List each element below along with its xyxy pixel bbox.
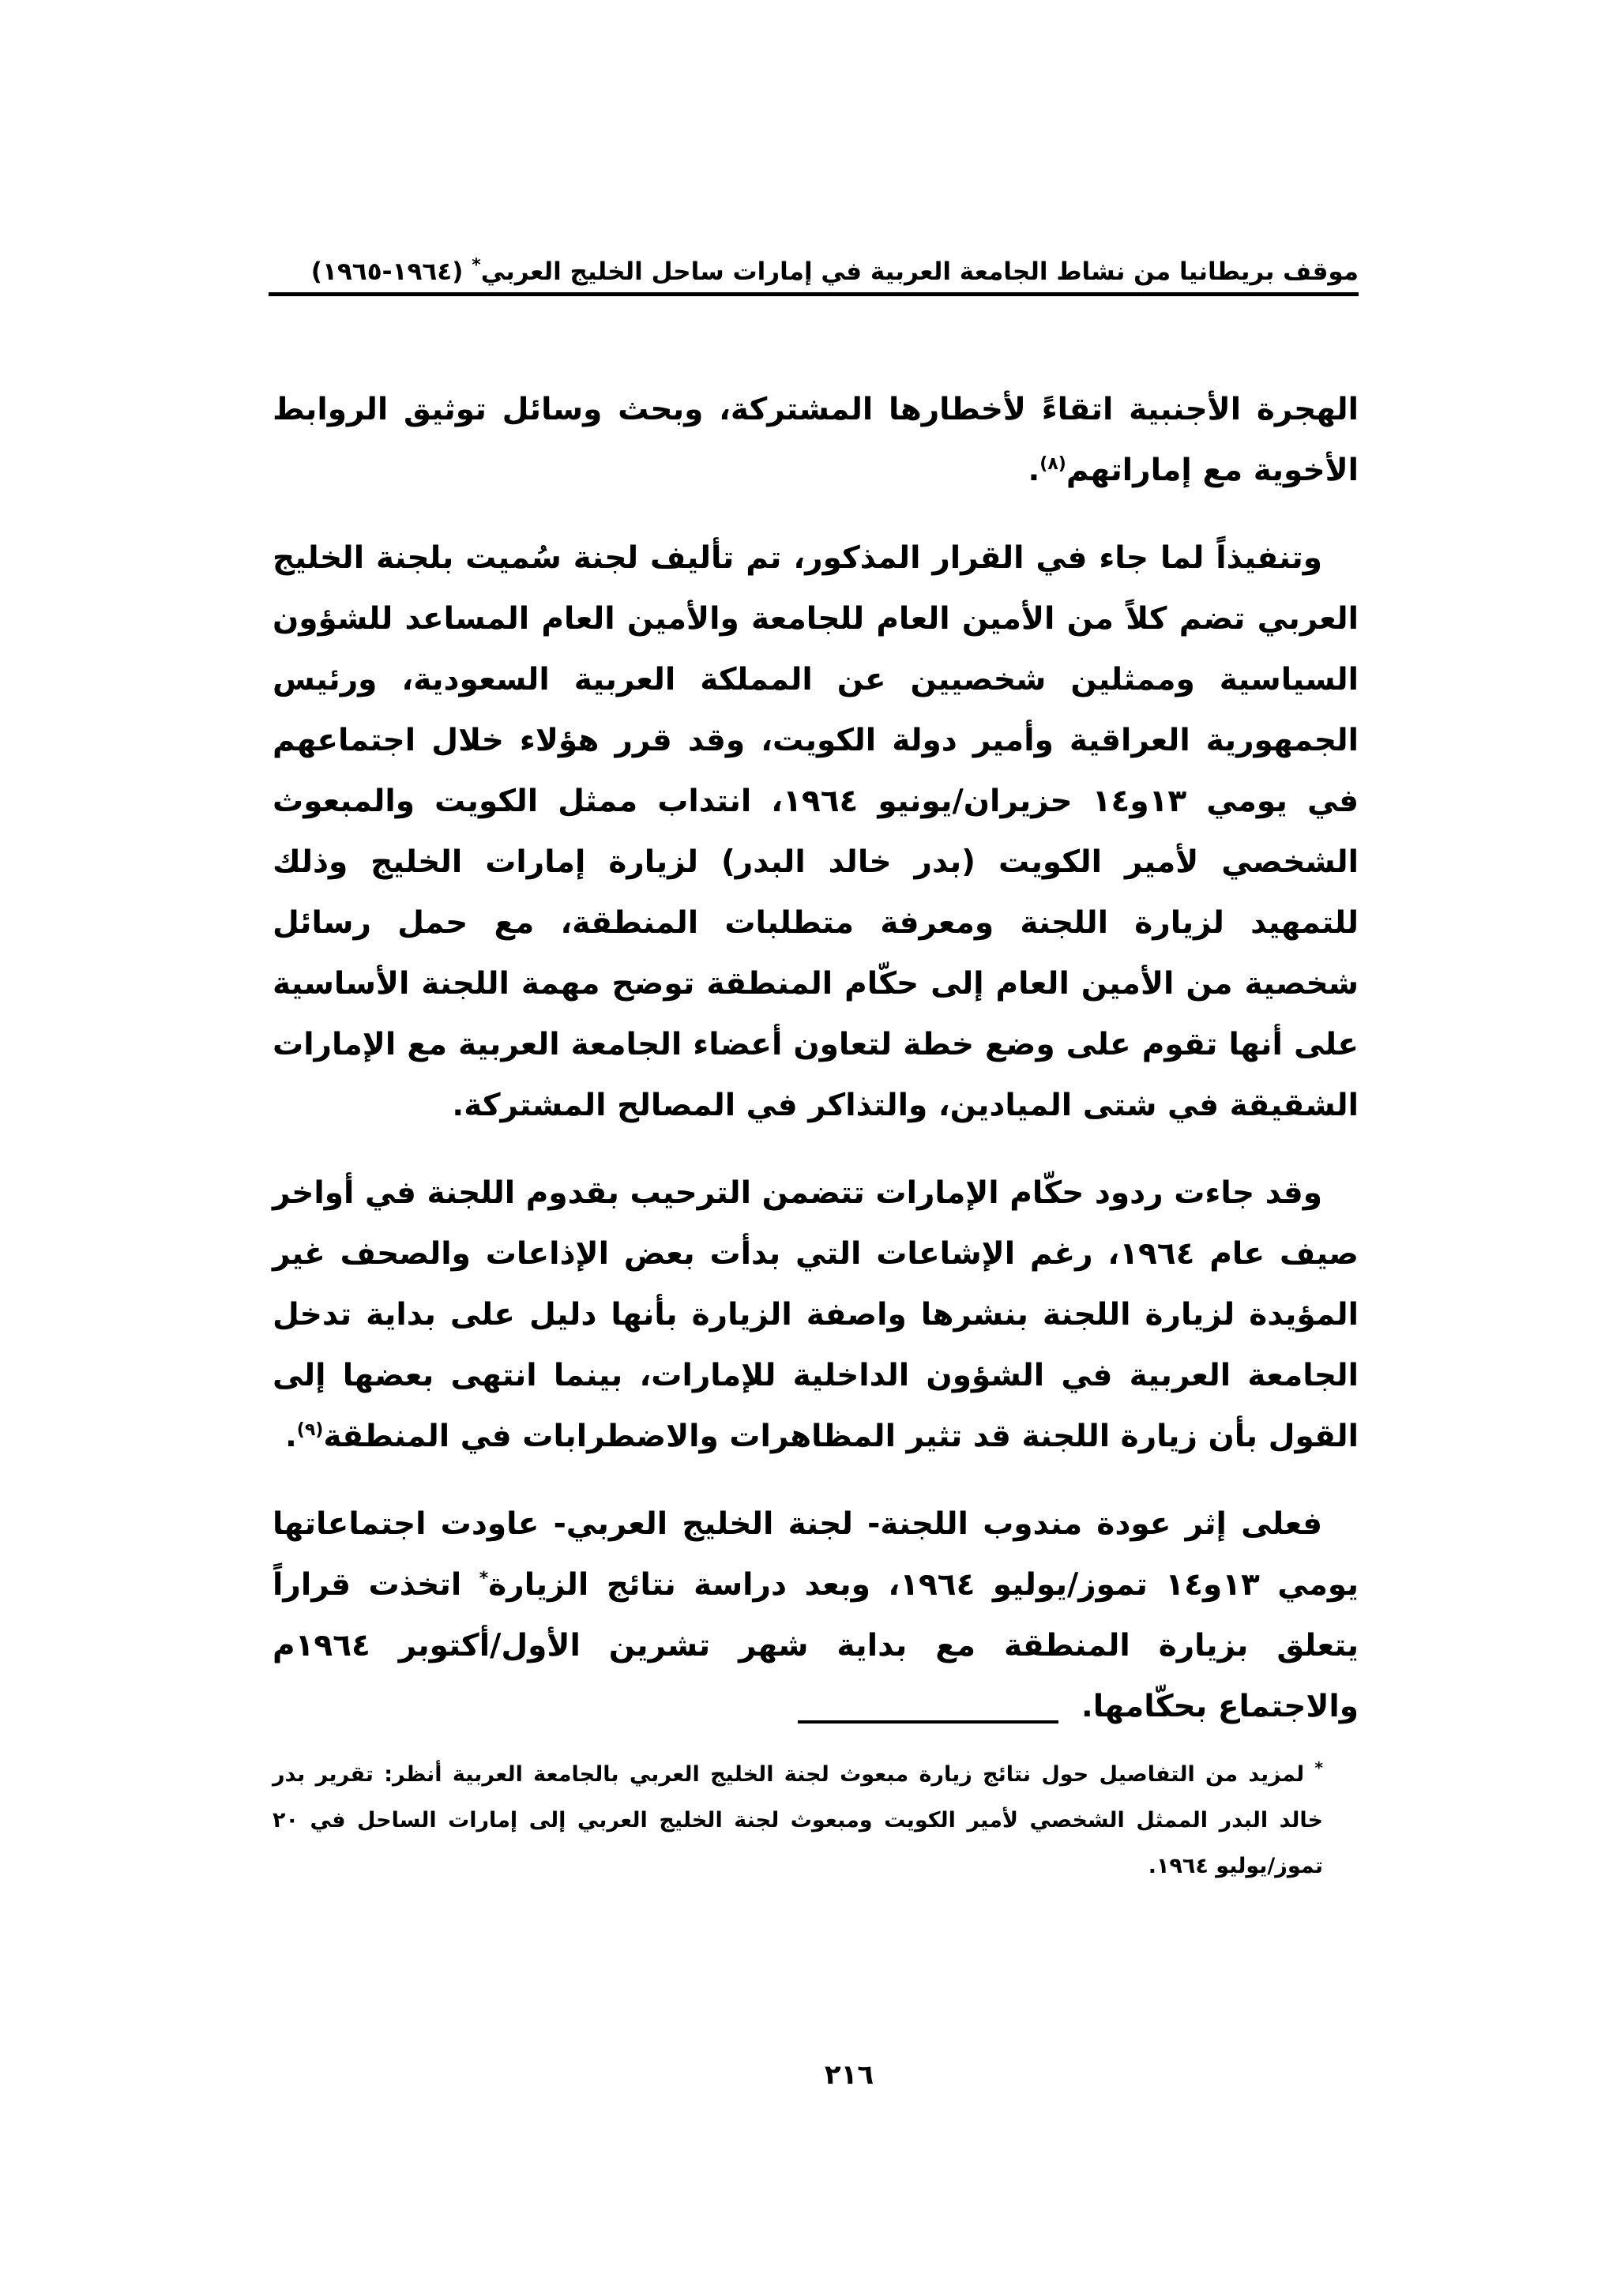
header-rule	[269, 292, 1359, 296]
running-header	[269, 254, 1359, 289]
running-title-text: موقف بريطانيا من نشاط الجامعة العربية في إمارات ساحل الخليج العربي	[480, 257, 1359, 286]
title-footnote-marker: *	[472, 255, 481, 276]
running-title-years: (١٩٦٤-١٩٦٥)	[310, 257, 464, 286]
paragraph-text: وتنفيذاً لما جاء في القرار المذكور، تم تأليف لجنة سُميت بلجنة الخليج العربي تضم كلاً من الأمين العام للجامعة والأمين العام المساعد للشؤون السياسية وممثلين شخصيين عن المملكة العربية السعودية، ورئيس الجمهورية العراقية وأمير دولة الكويت، وقد قرر هؤلاء خلال اجتماعهم في يومي ١٣و١٤ حزيران/يونيو ١٩٦٤، انتداب ممثل الكويت والمبعوث الشخصي لأمير الكويت (بدر خالد البدر) لزيارة إمارات الخليج وذلك للتمهيد لزيارة اللجنة ومعرفة متطلبات المنطقة، مع حمل رسائل شخصية من الأمين العام إلى حكّام المنطقة توضح مهمة اللجنة الأساسية على أنها تقوم على وضع خطة لتعاون أعضاء الجامعة العربية مع الإمارات الشقيقة في شتى الميادين، والتذاكر في المصالح المشتركة.	[273, 540, 1359, 1123]
paragraph-text: الهجرة الأجنبية اتقاءً لأخطارها المشتركة، وبحث وسائل توثيق الروابط الأخوية مع إماراتهم	[273, 392, 1359, 488]
running-title	[269, 254, 1359, 289]
footnote-separator	[798, 1720, 1058, 1724]
paragraph-text: فعلى إثر عودة مندوب اللجنة- لجنة الخليج العربي- عاودت اجتماعاتها يومي ١٣و١٤ تموز/يوليو ١٩٦٤، وبعد دراسة نتائج الزيارة	[273, 1506, 1359, 1603]
footnote-text: لمزيد من التفاصيل حول نتائج زيارة مبعوث لجنة الخليج العربي بالجامعة العربية أنظر: تقرير بدر خالد البدر الممثل الشخصي لأمير الكويت ومبعوث لجنة الخليج العربي إلى إمارات الساحل في ٢٠ تموز/يوليو ١٩٦٤.	[273, 1762, 1323, 1878]
footnote-marker: *	[1314, 1758, 1323, 1777]
footnote	[273, 1752, 1323, 1889]
paragraph-tail: اتخذت قراراً يتعلق بزيارة المنطقة مع بداية شهر تشرين الأول/أكتوبر ١٩٦٤م والاجتماع بحكّامها.	[273, 1567, 1359, 1724]
paragraph-1	[273, 379, 1359, 501]
footnote-ref-9[interactable]: (٩)	[296, 1420, 324, 1440]
body-text	[273, 379, 1359, 1764]
page-number: ٢١٦	[824, 2059, 874, 2091]
paragraph-tail: .	[284, 1419, 297, 1454]
paragraph-tail: .	[1028, 453, 1040, 488]
paragraph-2	[273, 528, 1359, 1136]
paragraph-3	[273, 1163, 1359, 1467]
footnote-ref-star[interactable]: *	[479, 1569, 489, 1588]
paragraph-4	[273, 1494, 1359, 1737]
footnote-ref-8[interactable]: (٨)	[1039, 454, 1066, 474]
paragraph-text: وقد جاءت ردود حكّام الإمارات تتضمن الترحيب بقدوم اللجنة في أواخر صيف عام ١٩٦٤، رغم الإشاعات التي بدأت بعض الإذاعات والصحف غير المؤيدة لزيارة اللجنة بنشرها واصفة الزيارة بأنها دليل على بداية تدخل الجامعة العربية في الشؤون الداخلية للإمارات، بينما انتهى بعضها إلى القول بأن زيارة اللجنة قد تثير المظاهرات والاضطرابات في المنطقة	[273, 1175, 1359, 1454]
